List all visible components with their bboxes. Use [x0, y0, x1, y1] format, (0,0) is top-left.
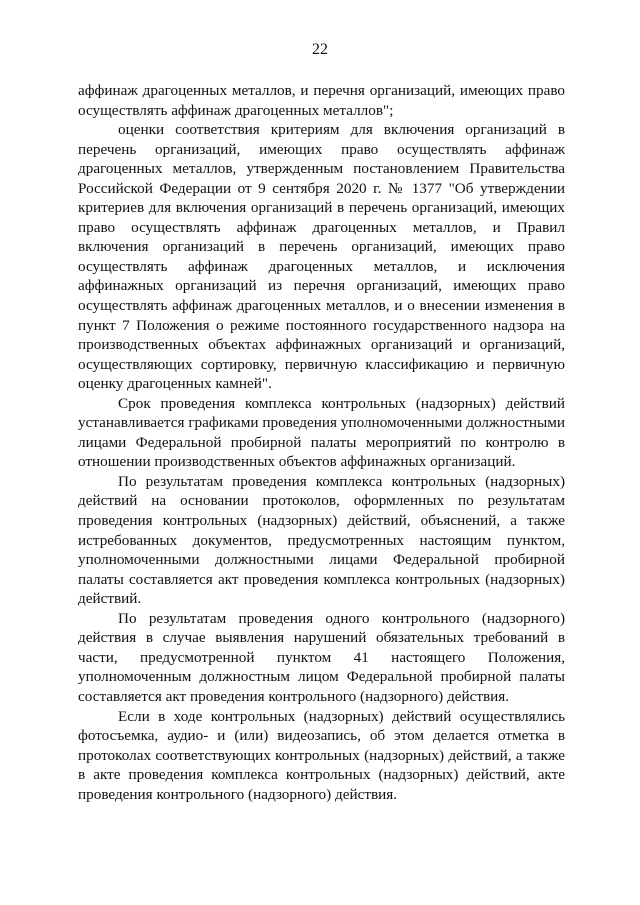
- paragraph-inspection-period: Срок проведения комплекса контрольных (надзорных) действий устанавливается графиками проведения уполномоченными должностными лицами Федеральной пробирной палаты мероприятий по контролю в отношении производственных объектов аффинажных организаций.: [78, 394, 565, 471]
- paragraph-conformity-assessment: оценки соответствия критериям для включения организаций в перечень организаций, имеющих право осуществлять аффинаж драгоценных металлов, утвержденным постановлением Правительства Российской Федерации от 9 сентября 2020 г. № 1377 "Об утверждении критериев для включения организаций в перечень организаций, имеющих право осуществлять аффинаж драгоценных металлов, и Правил включения организаций в перечень организаций, имеющих право осуществлять аффинаж драгоценных металлов, и исключения аффинажных организаций из перечня организаций, имеющих право осуществлять аффинаж драгоценных металлов, и о внесении изменения в пункт 7 Положения о режиме постоянного государственного надзора на производственных объектах аффинажных организаций и организаций, осуществляющих сортировку, первичную классификацию и первичную оценку драгоценных камней".: [78, 121, 565, 393]
- paragraph-complex-actions-act: По результатам проведения комплекса контрольных (надзорных) действий на основании протоколов, оформленных по результатам проведения контрольных (надзорных) действий, объяснений, а также истребованных документов, предусмотренных настоящим пунктом, уполномоченными должностными лицами Федеральной пробирной палаты составляется акт проведения комплекса контрольных (надзорных) действий.: [78, 472, 565, 608]
- paragraph-single-action-act: По результатам проведения одного контрольного (надзорного) действия в случае выявления нарушений обязательных требований в части, предусмотренной пунктом 41 настоящего Положения, уполномоченным должностным лицом Федеральной пробирной палаты составляется акт проведения контрольного (надзорного) действия.: [78, 609, 565, 705]
- paragraph-continuation: аффинаж драгоценных металлов, и перечня организаций, имеющих право осуществлять аффинаж драгоценных металлов";: [78, 82, 565, 119]
- page-number: 22: [312, 41, 328, 58]
- document-body: [78, 81, 565, 804]
- paragraph-photo-video-recording: Если в ходе контрольных (надзорных) действий осуществлялись фотосъемка, аудио- и (или) видеозапись, об этом делается отметка в протоколах соответствующих контрольных (надзорных) действий, а также в акте проведения комплекса контрольных (надзорных) действий, акте проведения контрольного (надзорного) действия.: [78, 707, 565, 803]
